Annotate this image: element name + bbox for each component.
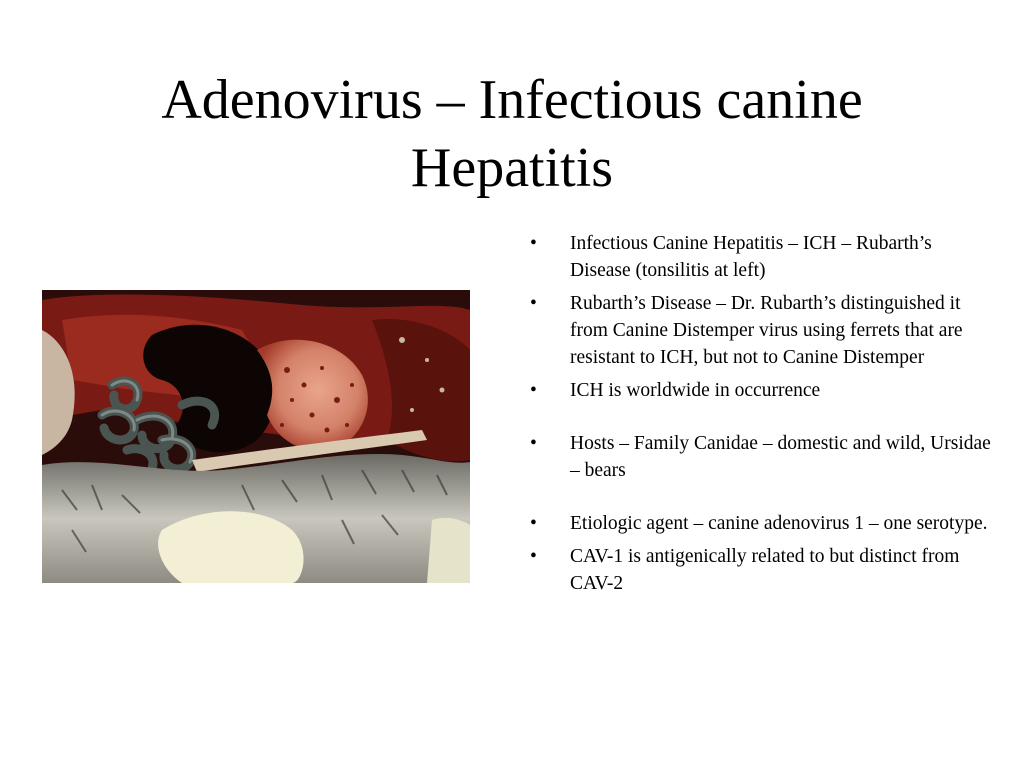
bullet-marker: • — [530, 233, 537, 254]
bullet-item — [530, 230, 992, 284]
bullet-text: ICH is worldwide in occurrence — [570, 380, 821, 401]
necropsy-photo — [42, 290, 470, 583]
bullet-marker: • — [530, 433, 537, 454]
bullet-list — [530, 230, 992, 597]
bullet-item — [530, 290, 992, 371]
bullet-marker: • — [530, 546, 537, 567]
slide-title-line-1: Adenovirus – Infectious canine — [161, 69, 863, 131]
bullet-text: Etiologic agent – canine adenovirus 1 – one serotype. — [570, 513, 988, 534]
slide-title-line-2: Hepatitis — [410, 137, 614, 199]
bullet-text: Rubarth’s Disease – Dr. Rubarth’s distinguished it from Canine Distemper virus using ferrets that are resistant to ICH, but not to Canine Distemper — [570, 293, 963, 368]
bullet-marker: • — [530, 293, 537, 314]
bullet-item — [530, 510, 992, 537]
bullet-marker: • — [530, 380, 537, 401]
bullet-marker: • — [530, 513, 537, 534]
bullet-item — [530, 377, 992, 404]
bullet-item — [530, 543, 992, 597]
bullet-item — [530, 430, 992, 484]
bullet-text: CAV-1 is antigenically related to but distinct from CAV-2 — [570, 546, 960, 594]
bullet-text: Infectious Canine Hepatitis – ICH – Rubarth’s Disease (tonsilitis at left) — [570, 233, 932, 281]
bullet-text: Hosts – Family Canidae – domestic and wild, Ursidae – bears — [570, 433, 991, 481]
slide-title — [60, 66, 964, 202]
